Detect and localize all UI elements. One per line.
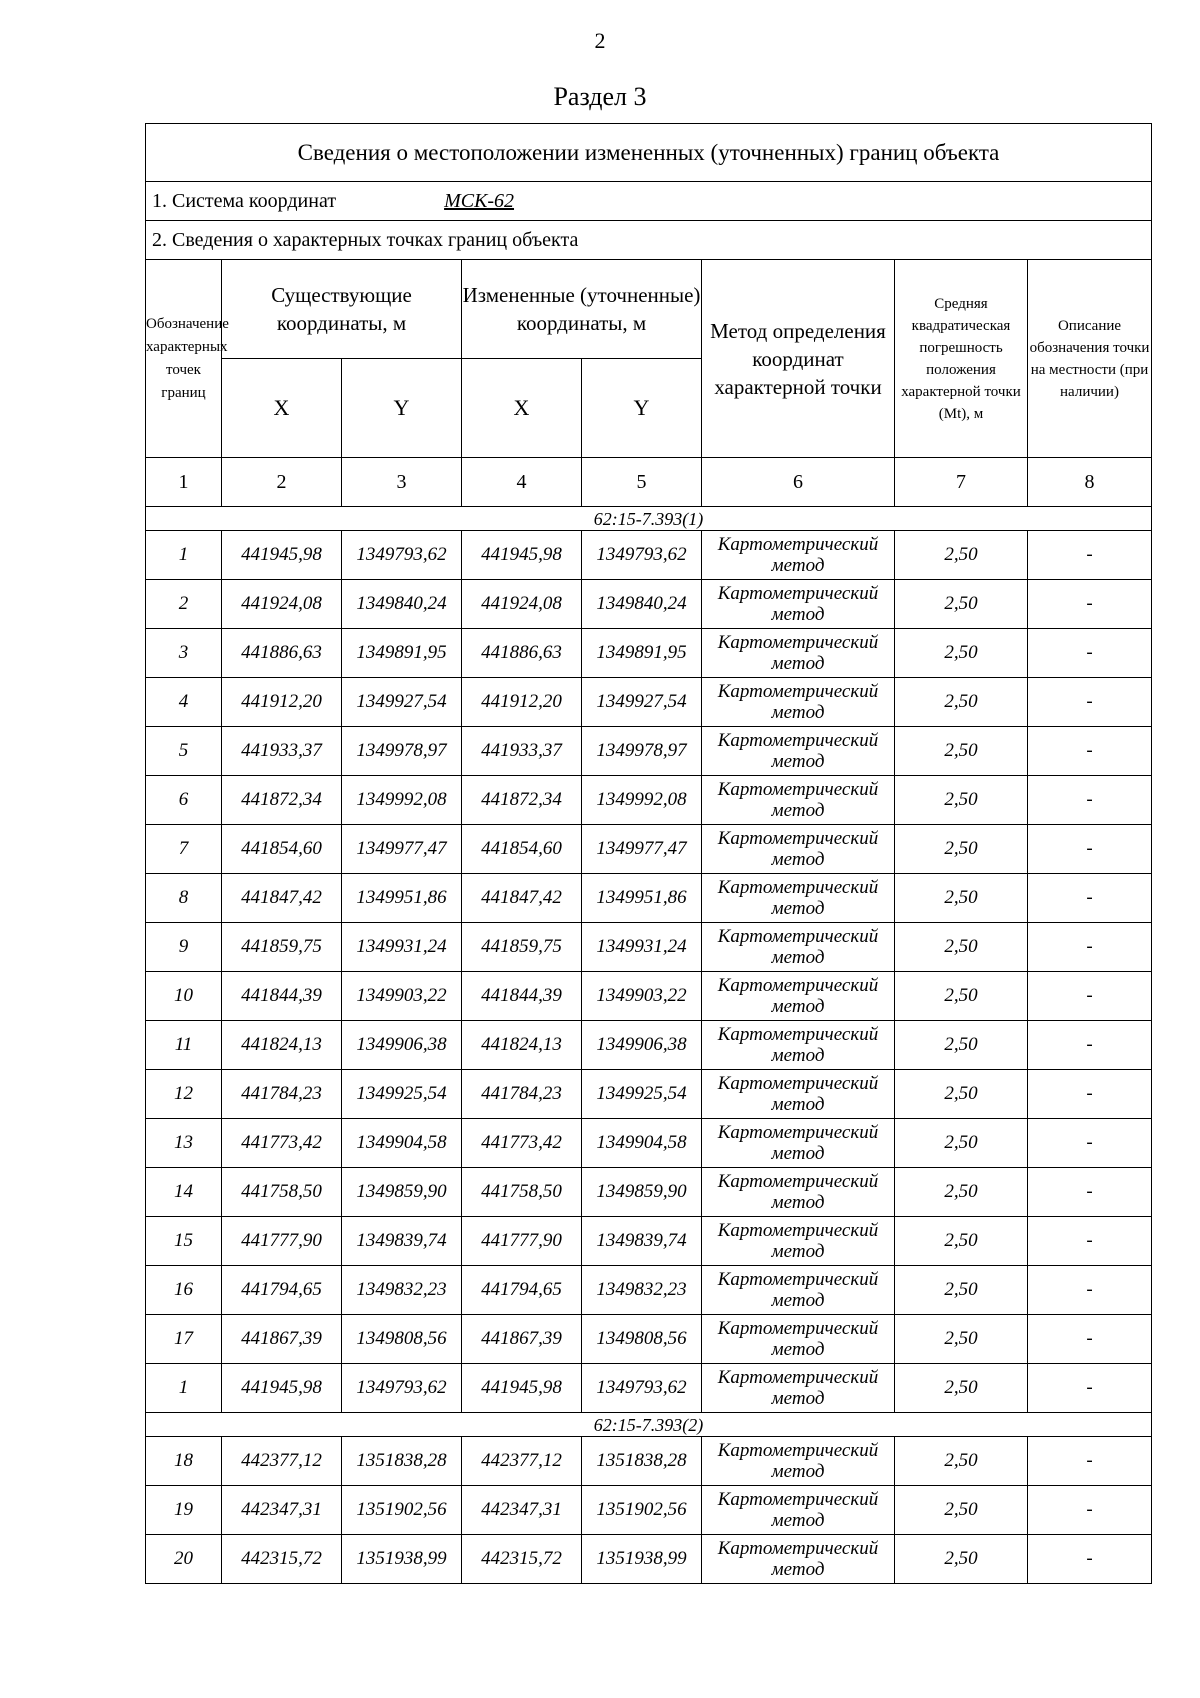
boundary-points-table (145, 123, 1152, 1584)
col-number: 6 (702, 458, 895, 507)
header-changed-x: X (462, 359, 582, 458)
changed-y-value: 1349903,22 (582, 972, 702, 1021)
mean-error-value: 2,50 (895, 1217, 1028, 1266)
mean-error-value: 2,50 (895, 1119, 1028, 1168)
description-value: - (1028, 1266, 1152, 1315)
point-number: 13 (146, 1119, 222, 1168)
table-row (146, 1266, 1152, 1315)
changed-y-value: 1349839,74 (582, 1217, 702, 1266)
existing-x-value: 441867,39 (222, 1315, 342, 1364)
point-number: 19 (146, 1486, 222, 1535)
col-number: 3 (342, 458, 462, 507)
table-row (146, 1315, 1152, 1364)
existing-y-value: 1351938,99 (342, 1535, 462, 1584)
existing-x-value: 442377,12 (222, 1437, 342, 1486)
mean-error-value: 2,50 (895, 1535, 1028, 1584)
header-existing-x: X (222, 359, 342, 458)
existing-y-value: 1349832,23 (342, 1266, 462, 1315)
col-number: 7 (895, 458, 1028, 507)
existing-x-value: 442315,72 (222, 1535, 342, 1584)
description-value: - (1028, 727, 1152, 776)
changed-y-value: 1349904,58 (582, 1119, 702, 1168)
header-changed-y: Y (582, 359, 702, 458)
changed-x-value: 441945,98 (462, 1364, 582, 1413)
description-value: - (1028, 1535, 1152, 1584)
existing-x-value: 441886,63 (222, 629, 342, 678)
changed-y-value: 1349840,24 (582, 580, 702, 629)
existing-y-value: 1349992,08 (342, 776, 462, 825)
existing-y-value: 1349793,62 (342, 1364, 462, 1413)
existing-y-value: 1349906,38 (342, 1021, 462, 1070)
table-row (146, 1168, 1152, 1217)
existing-x-value: 441859,75 (222, 923, 342, 972)
method-value: Картометрический метод (702, 1486, 895, 1535)
changed-y-value: 1349977,47 (582, 825, 702, 874)
column-number-row (146, 458, 1152, 507)
existing-y-value: 1349808,56 (342, 1315, 462, 1364)
table-row (146, 1217, 1152, 1266)
changed-x-value: 441784,23 (462, 1070, 582, 1119)
point-number: 10 (146, 972, 222, 1021)
existing-y-value: 1349839,74 (342, 1217, 462, 1266)
mean-error-value: 2,50 (895, 727, 1028, 776)
changed-y-value: 1351838,28 (582, 1437, 702, 1486)
table-row (146, 1364, 1152, 1413)
point-number: 4 (146, 678, 222, 727)
table-row (146, 1021, 1152, 1070)
header-point-designation: Обозначение характерных точек границ (146, 260, 222, 458)
changed-y-value: 1349951,86 (582, 874, 702, 923)
mean-error-value: 2,50 (895, 678, 1028, 727)
point-number: 1 (146, 531, 222, 580)
method-value: Картометрический метод (702, 874, 895, 923)
point-number: 20 (146, 1535, 222, 1584)
description-value: - (1028, 874, 1152, 923)
description-value: - (1028, 825, 1152, 874)
existing-y-value: 1349891,95 (342, 629, 462, 678)
existing-x-value: 441844,39 (222, 972, 342, 1021)
col-number: 4 (462, 458, 582, 507)
changed-x-value: 441847,42 (462, 874, 582, 923)
mean-error-value: 2,50 (895, 972, 1028, 1021)
existing-y-value: 1349951,86 (342, 874, 462, 923)
table-row (146, 580, 1152, 629)
table-row (146, 874, 1152, 923)
method-value: Картометрический метод (702, 1168, 895, 1217)
existing-x-value: 441777,90 (222, 1217, 342, 1266)
existing-y-value: 1349904,58 (342, 1119, 462, 1168)
mean-error-value: 2,50 (895, 776, 1028, 825)
description-value: - (1028, 1217, 1152, 1266)
method-value: Картометрический метод (702, 1535, 895, 1584)
changed-x-value: 441854,60 (462, 825, 582, 874)
changed-y-value: 1349992,08 (582, 776, 702, 825)
point-number: 3 (146, 629, 222, 678)
point-number: 2 (146, 580, 222, 629)
existing-y-value: 1349859,90 (342, 1168, 462, 1217)
section-title: Раздел 3 (553, 82, 647, 111)
parcel-label: 62:15-7.393(2) (146, 1413, 1152, 1437)
changed-y-value: 1349793,62 (582, 1364, 702, 1413)
table-row (146, 825, 1152, 874)
method-value: Картометрический метод (702, 727, 895, 776)
point-number: 1 (146, 1364, 222, 1413)
existing-x-value: 441824,13 (222, 1021, 342, 1070)
mean-error-value: 2,50 (895, 629, 1028, 678)
changed-x-value: 441758,50 (462, 1168, 582, 1217)
changed-x-value: 441924,08 (462, 580, 582, 629)
table-row (146, 1535, 1152, 1584)
changed-x-value: 442347,31 (462, 1486, 582, 1535)
description-value: - (1028, 923, 1152, 972)
mean-error-value: 2,50 (895, 874, 1028, 923)
existing-y-value: 1351838,28 (342, 1437, 462, 1486)
existing-y-value: 1349925,54 (342, 1070, 462, 1119)
method-value: Картометрический метод (702, 1315, 895, 1364)
method-value: Картометрический метод (702, 1119, 895, 1168)
col-number: 8 (1028, 458, 1152, 507)
table-row (146, 678, 1152, 727)
mean-error-value: 2,50 (895, 1437, 1028, 1486)
point-number: 11 (146, 1021, 222, 1070)
changed-x-value: 441886,63 (462, 629, 582, 678)
col-number: 1 (146, 458, 222, 507)
changed-y-value: 1349808,56 (582, 1315, 702, 1364)
header-changed-coords: Измененные (уточненные) координаты, м (462, 260, 702, 359)
mean-error-value: 2,50 (895, 1070, 1028, 1119)
method-value: Картометрический метод (702, 923, 895, 972)
description-value: - (1028, 1437, 1152, 1486)
existing-y-value: 1349840,24 (342, 580, 462, 629)
existing-x-value: 441872,34 (222, 776, 342, 825)
point-number: 9 (146, 923, 222, 972)
table-row (146, 727, 1152, 776)
changed-x-value: 441773,42 (462, 1119, 582, 1168)
point-number: 12 (146, 1070, 222, 1119)
point-number: 8 (146, 874, 222, 923)
changed-x-value: 441945,98 (462, 531, 582, 580)
existing-x-value: 441933,37 (222, 727, 342, 776)
existing-x-value: 441945,98 (222, 1364, 342, 1413)
point-number: 7 (146, 825, 222, 874)
changed-x-value: 441872,34 (462, 776, 582, 825)
table-row (146, 923, 1152, 972)
table-row (146, 531, 1152, 580)
description-value: - (1028, 1486, 1152, 1535)
mean-error-value: 2,50 (895, 825, 1028, 874)
mean-error-value: 2,50 (895, 1168, 1028, 1217)
changed-x-value: 441824,13 (462, 1021, 582, 1070)
existing-x-value: 441784,23 (222, 1070, 342, 1119)
table-row (146, 629, 1152, 678)
method-value: Картометрический метод (702, 629, 895, 678)
parcel-label: 62:15-7.393(1) (146, 507, 1152, 531)
method-value: Картометрический метод (702, 1070, 895, 1119)
description-value: - (1028, 678, 1152, 727)
header-method: Метод определения координат характерной точки (702, 260, 895, 458)
existing-x-value: 441924,08 (222, 580, 342, 629)
existing-x-value: 441912,20 (222, 678, 342, 727)
table-row (146, 1119, 1152, 1168)
header-description: Описание обозначения точки на местности (при наличии) (1028, 260, 1152, 458)
changed-y-value: 1349931,24 (582, 923, 702, 972)
method-value: Картометрический метод (702, 776, 895, 825)
header-mean-error: Средняя квадратическая погрешность положения характерной точки (Mt), м (895, 260, 1028, 458)
description-value: - (1028, 629, 1152, 678)
table-row (146, 1486, 1152, 1535)
changed-x-value: 441844,39 (462, 972, 582, 1021)
description-value: - (1028, 1119, 1152, 1168)
description-value: - (1028, 1168, 1152, 1217)
description-value: - (1028, 776, 1152, 825)
existing-y-value: 1349793,62 (342, 531, 462, 580)
point-number: 15 (146, 1217, 222, 1266)
method-value: Картометрический метод (702, 1437, 895, 1486)
existing-y-value: 1351902,56 (342, 1486, 462, 1535)
points-section-label: 2. Сведения о характерных точках границ объекта (146, 221, 1152, 260)
description-value: - (1028, 1364, 1152, 1413)
table-row (146, 1437, 1152, 1486)
page-number: 2 (594, 28, 606, 53)
existing-x-value: 441854,60 (222, 825, 342, 874)
changed-x-value: 441867,39 (462, 1315, 582, 1364)
description-value: - (1028, 580, 1152, 629)
existing-x-value: 441794,65 (222, 1266, 342, 1315)
changed-y-value: 1349925,54 (582, 1070, 702, 1119)
point-number: 17 (146, 1315, 222, 1364)
method-value: Картометрический метод (702, 1266, 895, 1315)
existing-x-value: 441847,42 (222, 874, 342, 923)
description-value: - (1028, 1021, 1152, 1070)
method-value: Картометрический метод (702, 1021, 895, 1070)
mean-error-value: 2,50 (895, 580, 1028, 629)
table-row (146, 972, 1152, 1021)
changed-y-value: 1349927,54 (582, 678, 702, 727)
table-row (146, 1070, 1152, 1119)
changed-y-value: 1349793,62 (582, 531, 702, 580)
table-title: Сведения о местоположении измененных (уточненных) границ объекта (146, 124, 1152, 182)
mean-error-value: 2,50 (895, 531, 1028, 580)
method-value: Картометрический метод (702, 531, 895, 580)
changed-x-value: 441912,20 (462, 678, 582, 727)
changed-x-value: 441933,37 (462, 727, 582, 776)
header-existing-coords: Существующие координаты, м (222, 260, 462, 359)
existing-y-value: 1349903,22 (342, 972, 462, 1021)
mean-error-value: 2,50 (895, 1364, 1028, 1413)
description-value: - (1028, 1315, 1152, 1364)
coord-system-row (146, 182, 1152, 221)
existing-y-value: 1349927,54 (342, 678, 462, 727)
changed-y-value: 1351938,99 (582, 1535, 702, 1584)
point-number: 14 (146, 1168, 222, 1217)
existing-x-value: 442347,31 (222, 1486, 342, 1535)
changed-x-value: 442377,12 (462, 1437, 582, 1486)
mean-error-value: 2,50 (895, 1266, 1028, 1315)
changed-y-value: 1349891,95 (582, 629, 702, 678)
method-value: Картометрический метод (702, 1217, 895, 1266)
point-number: 18 (146, 1437, 222, 1486)
mean-error-value: 2,50 (895, 923, 1028, 972)
changed-y-value: 1351902,56 (582, 1486, 702, 1535)
existing-x-value: 441773,42 (222, 1119, 342, 1168)
point-number: 6 (146, 776, 222, 825)
existing-y-value: 1349978,97 (342, 727, 462, 776)
method-value: Картометрический метод (702, 580, 895, 629)
method-value: Картометрический метод (702, 1364, 895, 1413)
col-number: 2 (222, 458, 342, 507)
description-value: - (1028, 972, 1152, 1021)
existing-x-value: 441758,50 (222, 1168, 342, 1217)
coord-system-label: 1. Система координат (152, 189, 337, 212)
changed-x-value: 441777,90 (462, 1217, 582, 1266)
method-value: Картометрический метод (702, 972, 895, 1021)
header-existing-y: Y (342, 359, 462, 458)
description-value: - (1028, 1070, 1152, 1119)
mean-error-value: 2,50 (895, 1021, 1028, 1070)
mean-error-value: 2,50 (895, 1315, 1028, 1364)
changed-x-value: 441794,65 (462, 1266, 582, 1315)
coord-system-value: МСК-62 (444, 189, 515, 212)
changed-y-value: 1349859,90 (582, 1168, 702, 1217)
changed-y-value: 1349978,97 (582, 727, 702, 776)
table-row (146, 776, 1152, 825)
method-value: Картометрический метод (702, 825, 895, 874)
changed-x-value: 441859,75 (462, 923, 582, 972)
existing-y-value: 1349931,24 (342, 923, 462, 972)
changed-y-value: 1349906,38 (582, 1021, 702, 1070)
changed-y-value: 1349832,23 (582, 1266, 702, 1315)
existing-x-value: 441945,98 (222, 531, 342, 580)
existing-y-value: 1349977,47 (342, 825, 462, 874)
description-value: - (1028, 531, 1152, 580)
col-number: 5 (582, 458, 702, 507)
method-value: Картометрический метод (702, 678, 895, 727)
changed-x-value: 442315,72 (462, 1535, 582, 1584)
point-number: 5 (146, 727, 222, 776)
mean-error-value: 2,50 (895, 1486, 1028, 1535)
point-number: 16 (146, 1266, 222, 1315)
